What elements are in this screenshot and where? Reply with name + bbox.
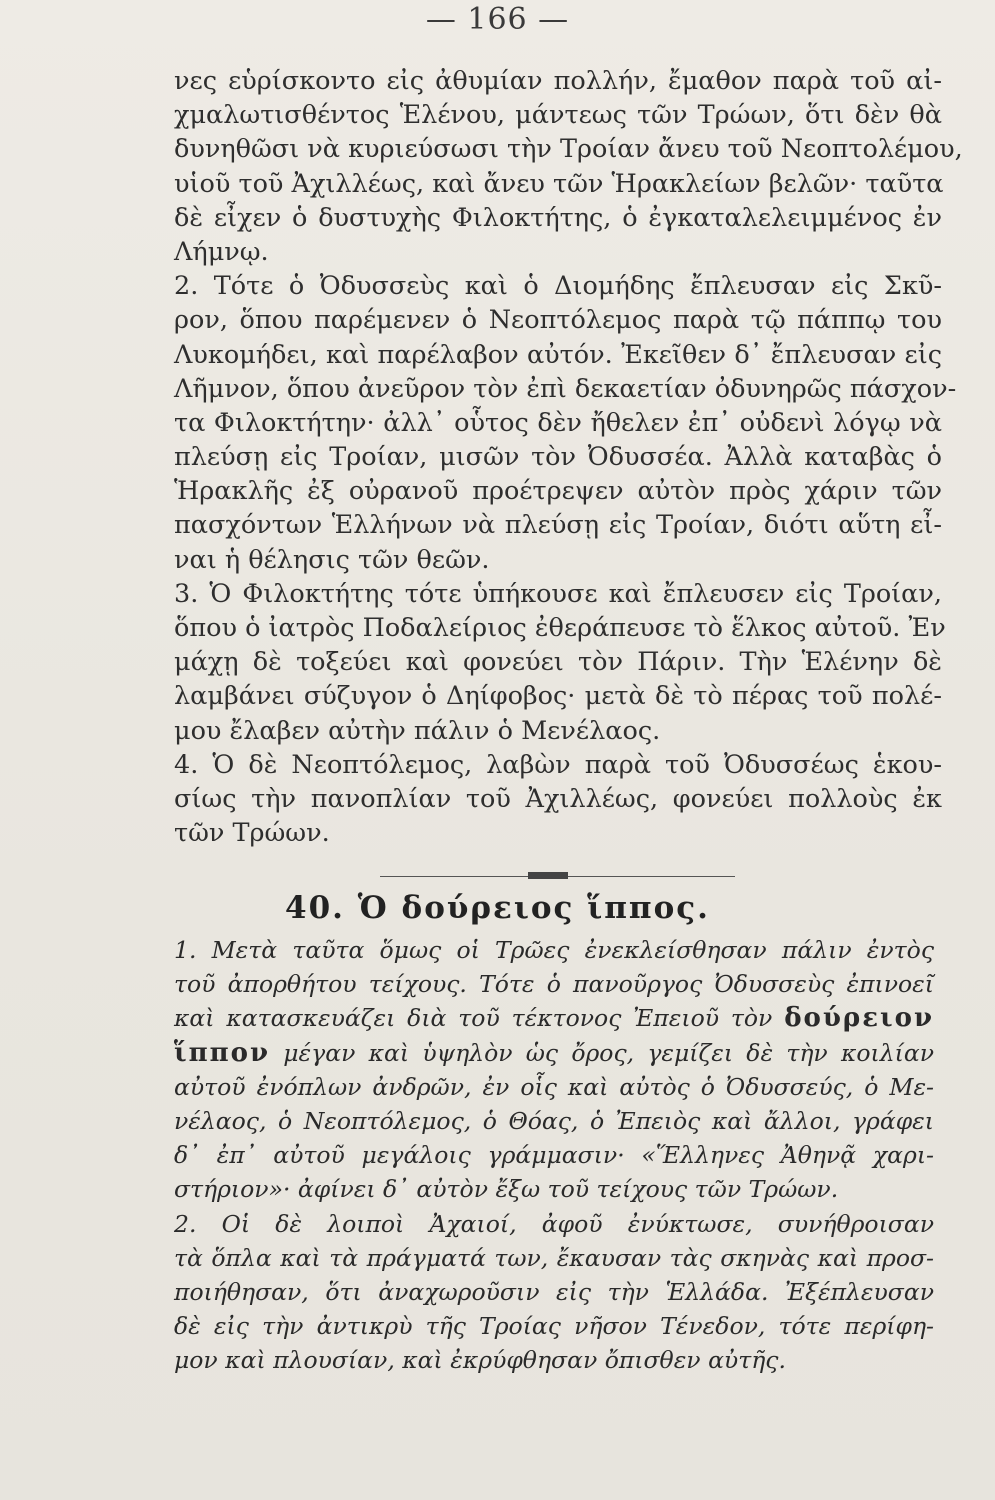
- italic-line: 2. Οἱ δὲ λοιποὶ Ἀχαιοί, ἀφοῦ ἐνύκτωσε, συνήθροισαν: [174, 1209, 934, 1238]
- body-line: Λῆμνον, ὅπου ἀνεῦρον τὸν ἐπὶ δεκαετίαν ὀδυνηρῶς πάσχον-: [174, 373, 957, 404]
- italic-line: δὲ εἰς τὴν ἀντικρὺ τῆς Τροίας νῆσον Τένεδον, τότε περίφη-: [174, 1312, 934, 1341]
- italic-line: ἵππον μέγαν καὶ ὑψηλὸν ὡς ὄρος, γεμίζει δὲ τὴν κοιλίαν: [174, 1037, 934, 1068]
- body-line: υἱοῦ τοῦ Ἀχιλλέως, καὶ ἄνευ τῶν Ἡρακλείων βελῶν· ταῦτα: [174, 168, 944, 199]
- italic-line: νέλαος, ὁ Νεοπτόλεμος, ὁ Θόας, ὁ Ἐπειὸς καὶ ἄλλοι, γράφει: [174, 1106, 934, 1135]
- italic-section-text: [174, 934, 934, 1378]
- body-line: λαμβάνει σύζυγον ὁ Δηίφοβος· μετὰ δὲ τὸ πέρας τοῦ πολέ-: [174, 681, 942, 712]
- body-line: νες εὑρίσκοντο εἰς ἀθυμίαν πολλήν, ἔμαθον παρὰ τοῦ αἰ-: [174, 66, 942, 96]
- body-line: πασχόντων Ἑλλήνων νὰ πλεύσῃ εἰς Τροίαν, διότι αὕτη εἶ-: [174, 510, 942, 541]
- body-line: ρον, ὅπου παρέμενεν ὁ Νεοπτόλεμος παρὰ τῷ πάππῳ του: [174, 305, 942, 336]
- body-line: δὲ εἶχεν ὁ δυστυχὴς Φιλοκτήτης, ὁ ἐγκαταλελειμμένος ἐν: [174, 202, 942, 233]
- body-line: Λυκομήδει, καὶ παρέλαβον αὐτόν. Ἐκεῖθεν δ᾽ ἔπλευσαν εἰς: [174, 339, 942, 370]
- body-line: Λήμνῳ.: [174, 236, 269, 267]
- italic-line: δ᾽ ἐπ᾽ αὐτοῦ μεγάλοις γράμμασιν· «Ἕλληνες Ἀθηνᾷ χαρι-: [174, 1141, 934, 1170]
- italic-line: αὐτοῦ ἐνόπλων ἀνδρῶν, ἐν οἷς καὶ αὐτὸς ὁ Ὀδυσσεύς, ὁ Με-: [174, 1072, 934, 1101]
- body-line: τῶν Τρώων.: [174, 818, 330, 849]
- emphasized-term: δούρειον: [784, 1003, 934, 1034]
- body-line: σίως τὴν πανοπλίαν τοῦ Ἀχιλλέως, φονεύει πολλοὺς ἐκ: [174, 783, 942, 814]
- italic-line: τοῦ ἀπορθήτου τείχους. Τότε ὁ πανοῦργος Ὀδυσσεὺς ἐπινοεῖ: [174, 970, 934, 999]
- italic-line: καὶ κατασκευάζει διὰ τοῦ τέκτονος Ἐπειοῦ τὸν δούρειον: [174, 1003, 934, 1034]
- body-line: 4. Ὁ δὲ Νεοπτόλεμος, λαβὼν παρὰ τοῦ Ὀδυσσέως ἑκου-: [174, 749, 942, 780]
- section-heading: 40. Ὁ δούρειος ἵππος.: [285, 890, 710, 926]
- italic-line: τὰ ὅπλα καὶ τὰ πράγματά των, ἔκαυσαν τὰς σκηνὰς καὶ προσ-: [174, 1243, 934, 1272]
- italic-line: στήριον»· ἀφίνει δ᾽ αὐτὸν ἔξω τοῦ τείχους τῶν Τρώων.: [174, 1175, 839, 1204]
- body-line: Ἡρακλῆς ἐξ οὐρανοῦ προέτρεψεν αὐτὸν πρὸς χάριν τῶν: [174, 476, 942, 507]
- body-line: ὅπου ὁ ἰατρὸς Ποδαλείριος ἐθεράπευσε τὸ ἕλκος αὐτοῦ. Ἐν: [174, 613, 946, 643]
- body-line: χμαλωτισθέντος Ἑλένου, μάντεως τῶν Τρώων, ὅτι δὲν θὰ: [174, 100, 942, 131]
- section-divider-ornament: [528, 872, 568, 879]
- body-line: μου ἔλαβεν αὐτὴν πάλιν ὁ Μενέλαος.: [174, 715, 661, 746]
- body-line: τα Φιλοκτήτην· ἀλλ᾽ οὗτος δὲν ἤθελεν ἐπ᾽ οὐδενὶ λόγῳ νὰ: [174, 407, 942, 438]
- italic-line: ποιήθησαν, ὅτι ἀναχωροῦσιν εἰς τὴν Ἑλλάδα. Ἐξέπλευσαν: [174, 1277, 934, 1306]
- italic-line: 1. Μετὰ ταῦτα ὅμως οἱ Τρῶες ἐνεκλείσθησαν πάλιν ἐντὸς: [174, 936, 934, 964]
- body-line: πλεύσῃ εἰς Τροίαν, μισῶν τὸν Ὀδυσσέα. Ἀλλὰ καταβὰς ὁ: [174, 442, 942, 473]
- page-number: — 166 —: [425, 2, 570, 37]
- body-line: 3. Ὁ Φιλοκτήτης τότε ὑπήκουσε καὶ ἔπλευσεν εἰς Τροίαν,: [174, 578, 942, 609]
- body-line: δυνηθῶσι νὰ κυριεύσωσι τὴν Τροίαν ἄνευ τοῦ Νεοπτολέμου,: [174, 134, 963, 165]
- italic-line: μον καὶ πλουσίαν, καὶ ἐκρύφθησαν ὄπισθεν αὐτῆς.: [174, 1346, 786, 1375]
- body-line: 2. Τότε ὁ Ὀδυσσεὺς καὶ ὁ Διομήδης ἔπλευσαν εἰς Σκῦ-: [174, 271, 942, 302]
- emphasized-term: ἵππον: [174, 1037, 271, 1068]
- body-text: [174, 64, 963, 850]
- body-line: μάχῃ δὲ τοξεύει καὶ φονεύει τὸν Πάριν. Τὴν Ἑλένην δὲ: [174, 647, 942, 678]
- body-line: ναι ἡ θέλησις τῶν θεῶν.: [174, 544, 490, 575]
